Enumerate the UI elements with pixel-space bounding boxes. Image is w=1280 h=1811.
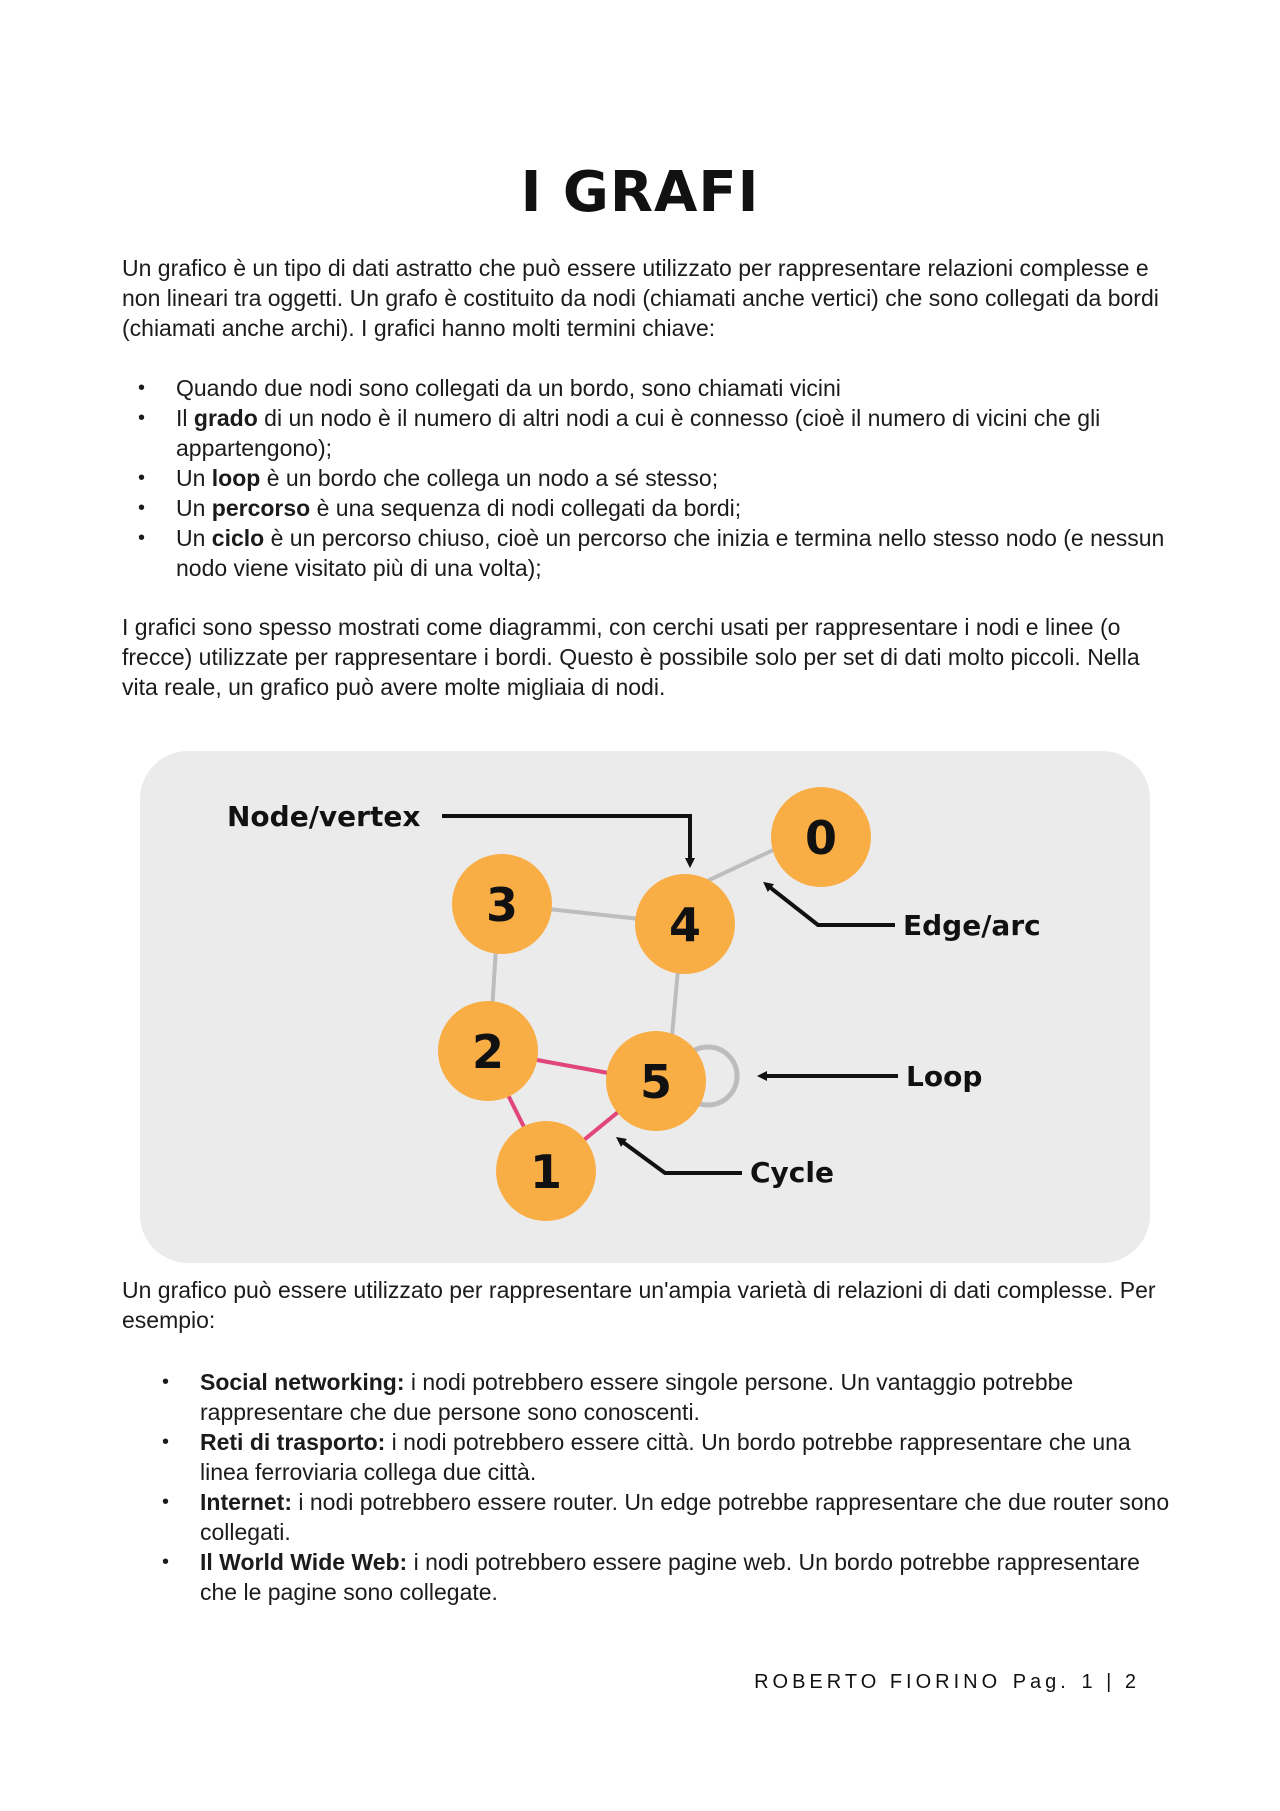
cycle-arrow — [620, 1140, 742, 1173]
node-1-label: 1 — [529, 1145, 563, 1199]
list-item: • Reti di trasporto: i nodi potrebbero essere città. Un bordo potrebbe rappresentare che una linea ferroviaria collega due città. — [200, 1427, 1170, 1487]
footer-page-label: Pag. — [1012, 1671, 1070, 1693]
cycle-label: Cycle — [750, 1156, 834, 1189]
edge-arrow — [767, 885, 895, 925]
list-item: • Internet: i nodi potrebbero essere router. Un edge potrebbe rappresentare che due router sono collegati. — [200, 1487, 1170, 1547]
list-item: • Un ciclo è un percorso chiuso, cioè un percorso che inizia e termina nello stesso nodo (e nessun nodo viene visitato più di una volta); — [176, 523, 1176, 583]
node-arrow — [442, 816, 690, 863]
list-item: • Un loop è un bordo che collega un nodo a sé stesso; — [176, 463, 1176, 493]
node-4-label: 4 — [668, 898, 702, 952]
node-2-label: 2 — [471, 1025, 505, 1079]
graph-diagram-svg — [140, 751, 1150, 1263]
list-item: • Quando due nodi sono collegati da un bordo, sono chiamati vicini — [176, 373, 1176, 403]
edge-arc-label: Edge/arc — [903, 909, 1041, 942]
node-5-label: 5 — [639, 1055, 673, 1109]
loop-label: Loop — [906, 1060, 983, 1093]
list-item: • Social networking: i nodi potrebbero essere singole persone. Un vantaggio potrebbe rappresentare che due persone sono conoscenti. — [200, 1367, 1170, 1427]
examples-list — [200, 1367, 1170, 1607]
node-0-label: 0 — [804, 811, 838, 865]
page-title: I GRAFI — [520, 160, 760, 225]
node-vertex-label: Node/vertex — [227, 800, 421, 833]
list-item: • Il World Wide Web: i nodi potrebbero essere pagine web. Un bordo potrebbe rappresentare che le pagine sono collegate. — [200, 1547, 1170, 1607]
graph-diagram — [140, 751, 1150, 1263]
page-footer — [754, 1671, 1140, 1694]
intro-paragraph: Un grafico è un tipo di dati astratto che può essere utilizzato per rappresentare relazioni complesse e non lineari tra oggetti. Un grafo è costituito da nodi (chiamati anche vertici) che sono collegati da bordi (chiamati anche archi). I grafici hanno molti termini chiave: — [122, 255, 1159, 341]
diagram-intro-paragraph: I grafici sono spesso mostrati come diagrammi, con cerchi usati per rappresentare i nodi e linee (o frecce) utilizzate per rappresentare i bordi. Questo è possibile solo per set di dati molto piccoli. Nella vita reale, un grafico può avere molte migliaia di nodi. — [122, 614, 1140, 700]
list-item: • Un percorso è una sequenza di nodi collegati da bordi; — [176, 493, 1176, 523]
footer-author: ROBERTO FIORINO — [754, 1671, 1002, 1693]
node-3-label: 3 — [485, 878, 519, 932]
examples-intro-paragraph: Un grafico può essere utilizzato per rappresentare un'ampia varietà di relazioni di dati complesse. Per esempio: — [122, 1277, 1156, 1333]
footer-page-number: 1 | 2 — [1081, 1671, 1140, 1693]
key-terms-list — [176, 373, 1176, 583]
list-item: • Il grado di un nodo è il numero di altri nodi a cui è connesso (cioè il numero di vicini che gli appartengono); — [176, 403, 1176, 463]
